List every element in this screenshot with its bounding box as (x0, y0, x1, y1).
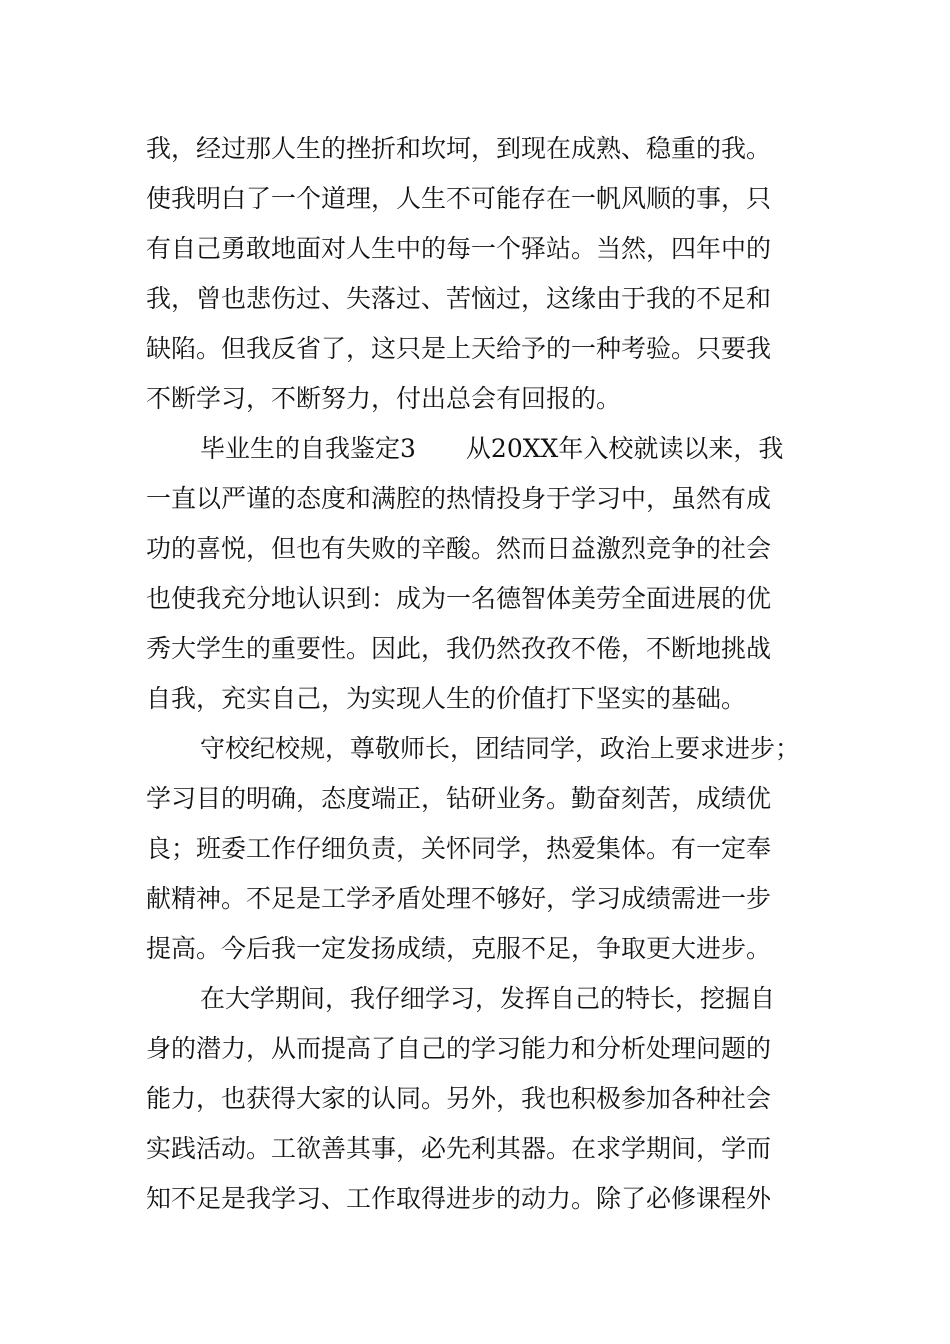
section-heading-line: 毕业生的自我鉴定3 从20XX年入校就读以来，我 (200, 434, 784, 463)
text-line: 缺陷。但我反省了，这只是上天给予的一种考验。只要我 (146, 334, 772, 363)
text-line: 自我，充实自己，为实现人生的价值打下坚实的基础。 (146, 684, 747, 713)
text-line: 使我明白了一个道理，人生不可能存在一帆风顺的事，只 (146, 184, 772, 213)
text-line: 我，曾也悲伤过、失落过、苦恼过，这缘由于我的不足和 (146, 284, 772, 313)
text-line: 能力，也获得大家的认同。另外，我也积极参加各种社会 (146, 1084, 772, 1113)
text-line: 身的潜力，从而提高了自己的学习能力和分析处理问题的 (146, 1034, 772, 1063)
paragraph-start-line: 在大学期间，我仔细学习，发挥自己的特长，挖掘自 (200, 984, 776, 1013)
text-line: 知不足是我学习、工作取得进步的动力。除了必修课程外 (146, 1184, 772, 1213)
text-line: 秀大学生的重要性。因此，我仍然孜孜不倦，不断地挑战 (146, 634, 772, 663)
text-line: 提高。今后我一定发扬成绩，克服不足，争取更大进步。 (146, 934, 772, 963)
text-line: 一直以严谨的态度和满腔的热情投身于学习中，虽然有成 (146, 484, 772, 513)
text-line: 良；班委工作仔细负责，关怀同学，热爱集体。有一定奉 (146, 834, 772, 863)
text-line: 不断学习，不断努力，付出总会有回报的。 (146, 384, 622, 413)
text-line: 也使我充分地认识到：成为一名德智体美劳全面进展的优 (146, 584, 772, 613)
paragraph-start-line: 守校纪校规，尊敬师长，团结同学，政治上要求进步； (200, 734, 801, 763)
text-line: 实践活动。工欲善其事，必先利其器。在求学期间，学而 (146, 1134, 772, 1163)
text-line: 学习目的明确，态度端正，钻研业务。勤奋刻苦，成绩优 (146, 784, 772, 813)
text-line: 我，经过那人生的挫折和坎坷，到现在成熟、稳重的我。 (146, 134, 772, 163)
text-line: 献精神。不足是工学矛盾处理不够好，学习成绩需进一步 (146, 884, 772, 913)
text-line: 功的喜悦，但也有失败的辛酸。然而日益激烈竞争的社会 (146, 534, 772, 563)
text-line: 有自己勇敢地面对人生中的每一个驿站。当然，四年中的 (146, 234, 772, 263)
